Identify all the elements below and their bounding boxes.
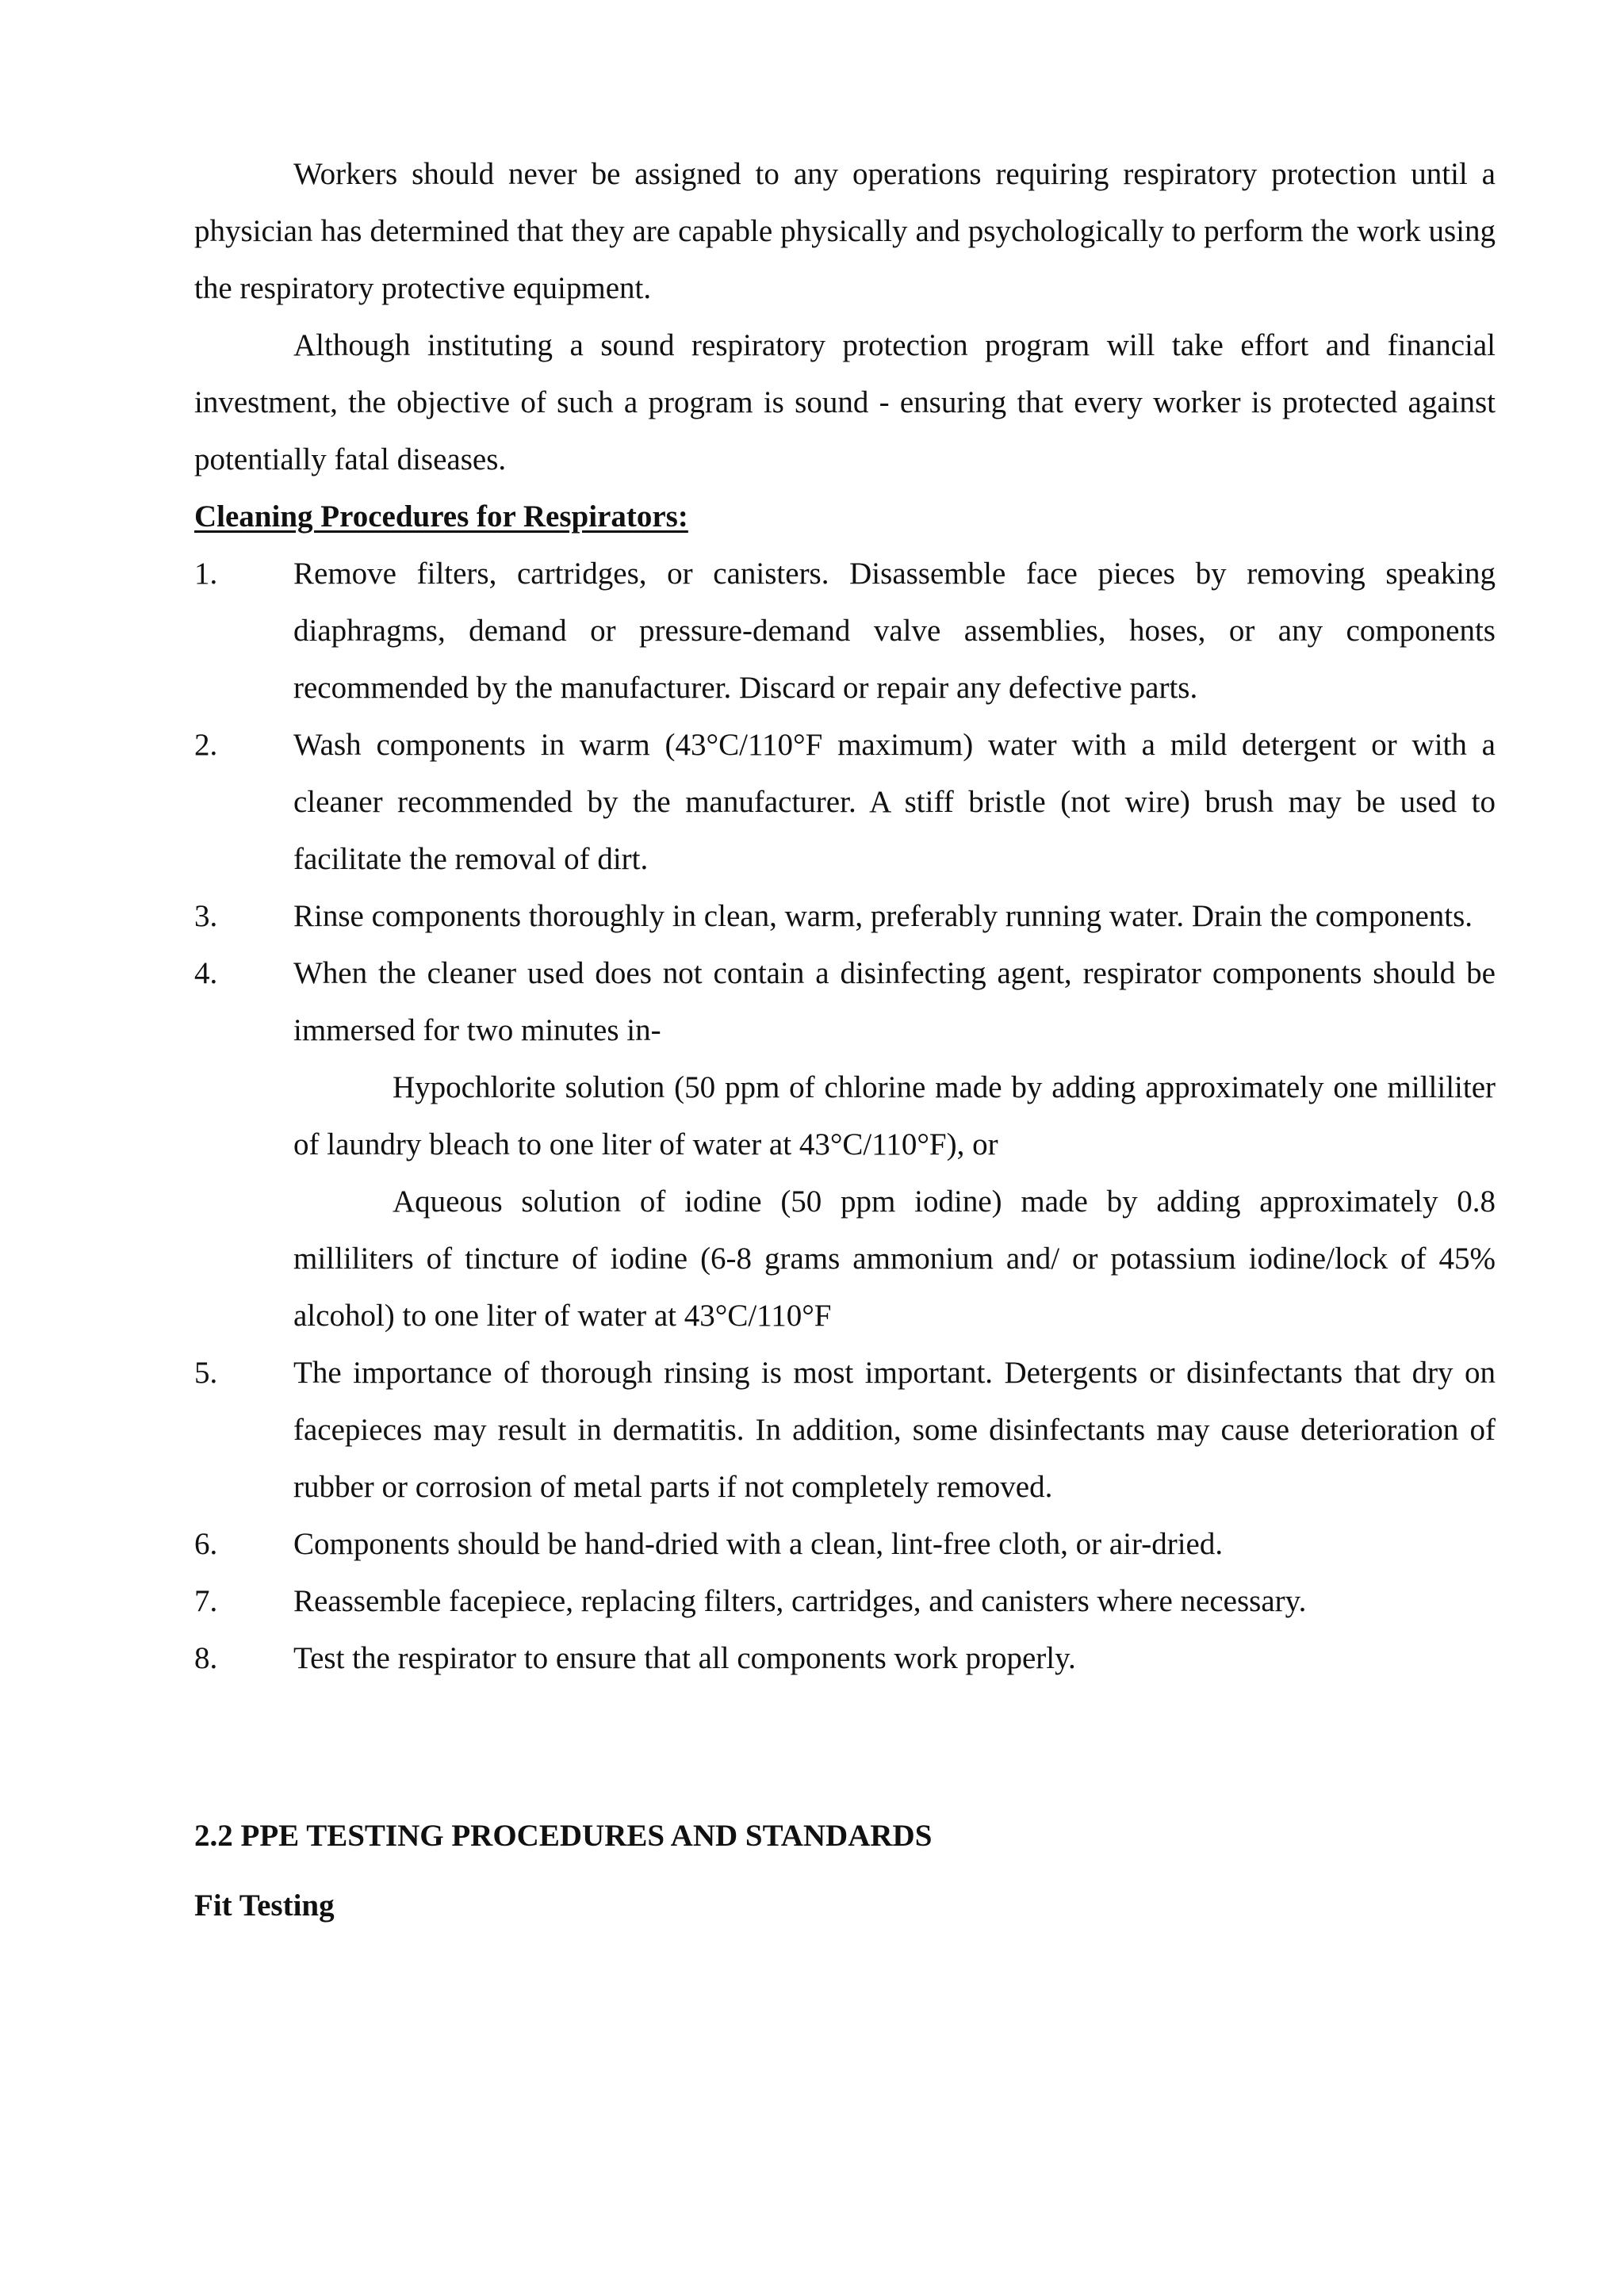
list-item-text: Reassemble facepiece, replacing filters, cartridges, and canisters where necessary. bbox=[293, 1584, 1307, 1618]
list-item-number: 5. bbox=[194, 1356, 218, 1390]
list-item bbox=[194, 1345, 1496, 1516]
disinfectant-option-iodine: Aqueous solution of iodine (50 ppm iodine) made by adding approximately 0.8 milliliters of tincture of iodine (6-8 grams ammonium and/ or potassium iodine/lock of 45% alcohol) to one liter of water at 43°C/110°F bbox=[293, 1184, 1496, 1333]
list-item-text: Wash components in warm (43°C/110°F maximum) water with a mild detergent or with a cleaner recommended by the manufacturer. A stiff bristle (not wire) brush may be used to facilitate the removal of dirt. bbox=[293, 728, 1496, 876]
list-item-number: 3. bbox=[194, 899, 218, 933]
subsection-title: Fit Testing bbox=[194, 1888, 335, 1923]
list-item bbox=[194, 945, 1496, 1345]
list-item bbox=[194, 1516, 1496, 1573]
list-item-number: 1. bbox=[194, 557, 218, 591]
list-item bbox=[194, 545, 1496, 717]
list-item-text: Rinse components thoroughly in clean, warm, preferably running water. Drain the components. bbox=[293, 899, 1473, 933]
disinfectant-option-hypochlorite: Hypochlorite solution (50 ppm of chlorine made by adding approximately one milliliter of laundry bleach to one liter of water at 43°C/110°F), or bbox=[293, 1070, 1496, 1161]
list-item-text: The importance of thorough rinsing is most important. Detergents or disinfectants that dry on facepieces may result in dermatitis. In addition, some disinfectants may cause deterioration of rubber or corrosion of metal parts if not completely removed. bbox=[293, 1356, 1496, 1504]
list-item bbox=[194, 717, 1496, 888]
list-item-number: 4. bbox=[194, 956, 218, 990]
list-item-number: 8. bbox=[194, 1641, 218, 1675]
list-item-text: When the cleaner used does not contain a disinfecting agent, respirator components should be immersed for two minutes in- bbox=[293, 956, 1496, 1047]
list-item-number: 6. bbox=[194, 1527, 218, 1561]
cleaning-steps-list bbox=[194, 545, 1496, 1687]
intro-paragraph-2: Although instituting a sound respiratory protection program will take effort and financial investment, the objective of such a program is sound - ensuring that every worker is protected against potentially fatal diseases. bbox=[194, 328, 1496, 476]
list-item bbox=[194, 888, 1496, 945]
intro-paragraph-1: Workers should never be assigned to any operations requiring respiratory protection until a physician has determined that they are capable physically and psychologically to perform the work using the respiratory protective equipment. bbox=[194, 157, 1496, 305]
list-item-text: Components should be hand-dried with a clean, lint-free cloth, or air-dried. bbox=[293, 1527, 1224, 1561]
list-item bbox=[194, 1630, 1496, 1687]
list-item-text: Test the respirator to ensure that all components work properly. bbox=[293, 1641, 1076, 1675]
section-title: 2.2 PPE TESTING PROCEDURES AND STANDARDS bbox=[194, 1819, 933, 1853]
cleaning-heading: Cleaning Procedures for Respirators: bbox=[194, 499, 688, 534]
list-item bbox=[194, 1573, 1496, 1630]
list-item-number: 2. bbox=[194, 728, 218, 762]
list-item-text: Remove filters, cartridges, or canisters. Disassemble face pieces by removing speaking diaphragms, demand or pressure-demand valve assemblies, hoses, or any components recommended by the manufacturer. Discard or repair any defective parts. bbox=[293, 557, 1496, 705]
page-content bbox=[194, 146, 1496, 1941]
list-item-number: 7. bbox=[194, 1584, 218, 1618]
